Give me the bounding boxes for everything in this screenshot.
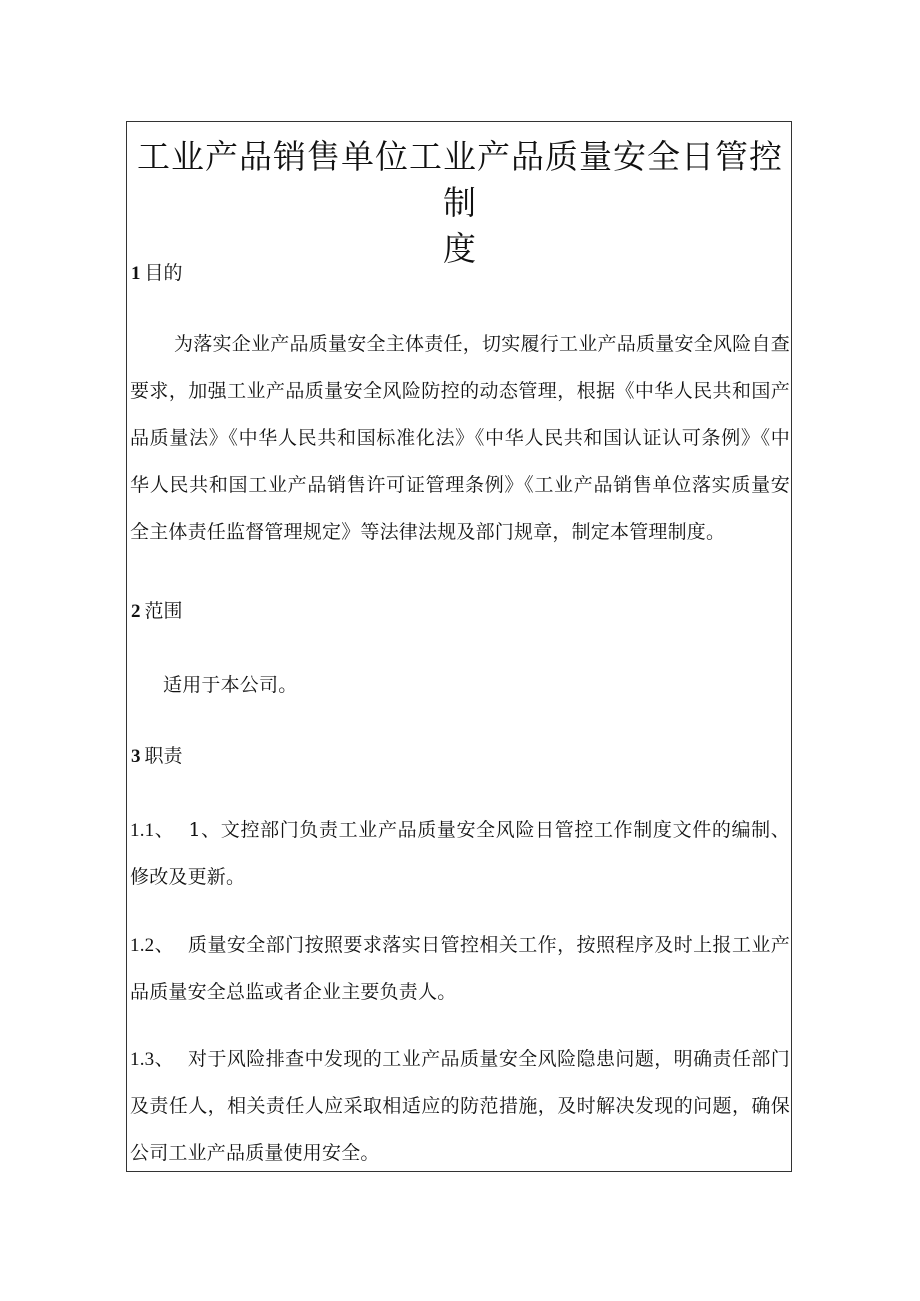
duty-number: 1.2、 <box>130 935 175 956</box>
section-heading-purpose <box>131 261 183 286</box>
section-number: 3 <box>131 746 141 767</box>
title-line-1: 工业产品销售单位工业产品质量安全日管控制 <box>137 137 783 222</box>
duty-item <box>130 807 790 901</box>
scope-paragraph: 适用于本公司。 <box>163 674 298 696</box>
title-line-2: 度 <box>443 229 477 268</box>
section-title: 目的 <box>144 262 183 284</box>
section-number: 2 <box>131 601 141 622</box>
document-frame <box>126 121 792 1172</box>
purpose-paragraph: 为落实企业产品质量安全主体责任，切实履行工业产品质量安全风险自查要求，加强工业产品质量安全风险防控的动态管理，根据《中华人民共和国产品质量法》《中华人民共和国标准化法》《中华人民共和国认证认可条例》《中华人民共和国工业产品销售许可证管理条例》《工业产品销售单位落实质量安全主体责任监督管理规定》等法律法规及部门规章，制定本管理制度。 <box>130 333 790 543</box>
duty-number: 1.1、 <box>130 820 175 841</box>
section-heading-scope <box>131 599 183 624</box>
duty-text: 1、文控部门负责工业产品质量安全风险日管控工作制度文件的编制、修改及更新。 <box>130 819 790 888</box>
section-title: 范围 <box>144 600 183 622</box>
section-title: 职责 <box>144 745 183 767</box>
duty-number: 1.3、 <box>130 1049 175 1070</box>
duty-text: 质量安全部门按照要求落实日管控相关工作，按照程序及时上报工业产品质量安全总监或者企业主要负责人。 <box>130 934 790 1003</box>
section-number: 1 <box>131 263 141 284</box>
document-title <box>127 134 793 272</box>
section-heading-duties <box>131 744 183 769</box>
duty-text: 对于风险排查中发现的工业产品质量安全风险隐患问题，明确责任部门及责任人，相关责任人应采取相适应的防范措施，及时解决发现的问题，确保公司工业产品质量使用安全。 <box>130 1048 790 1164</box>
duty-item <box>130 922 790 1016</box>
duty-item <box>130 1036 790 1177</box>
